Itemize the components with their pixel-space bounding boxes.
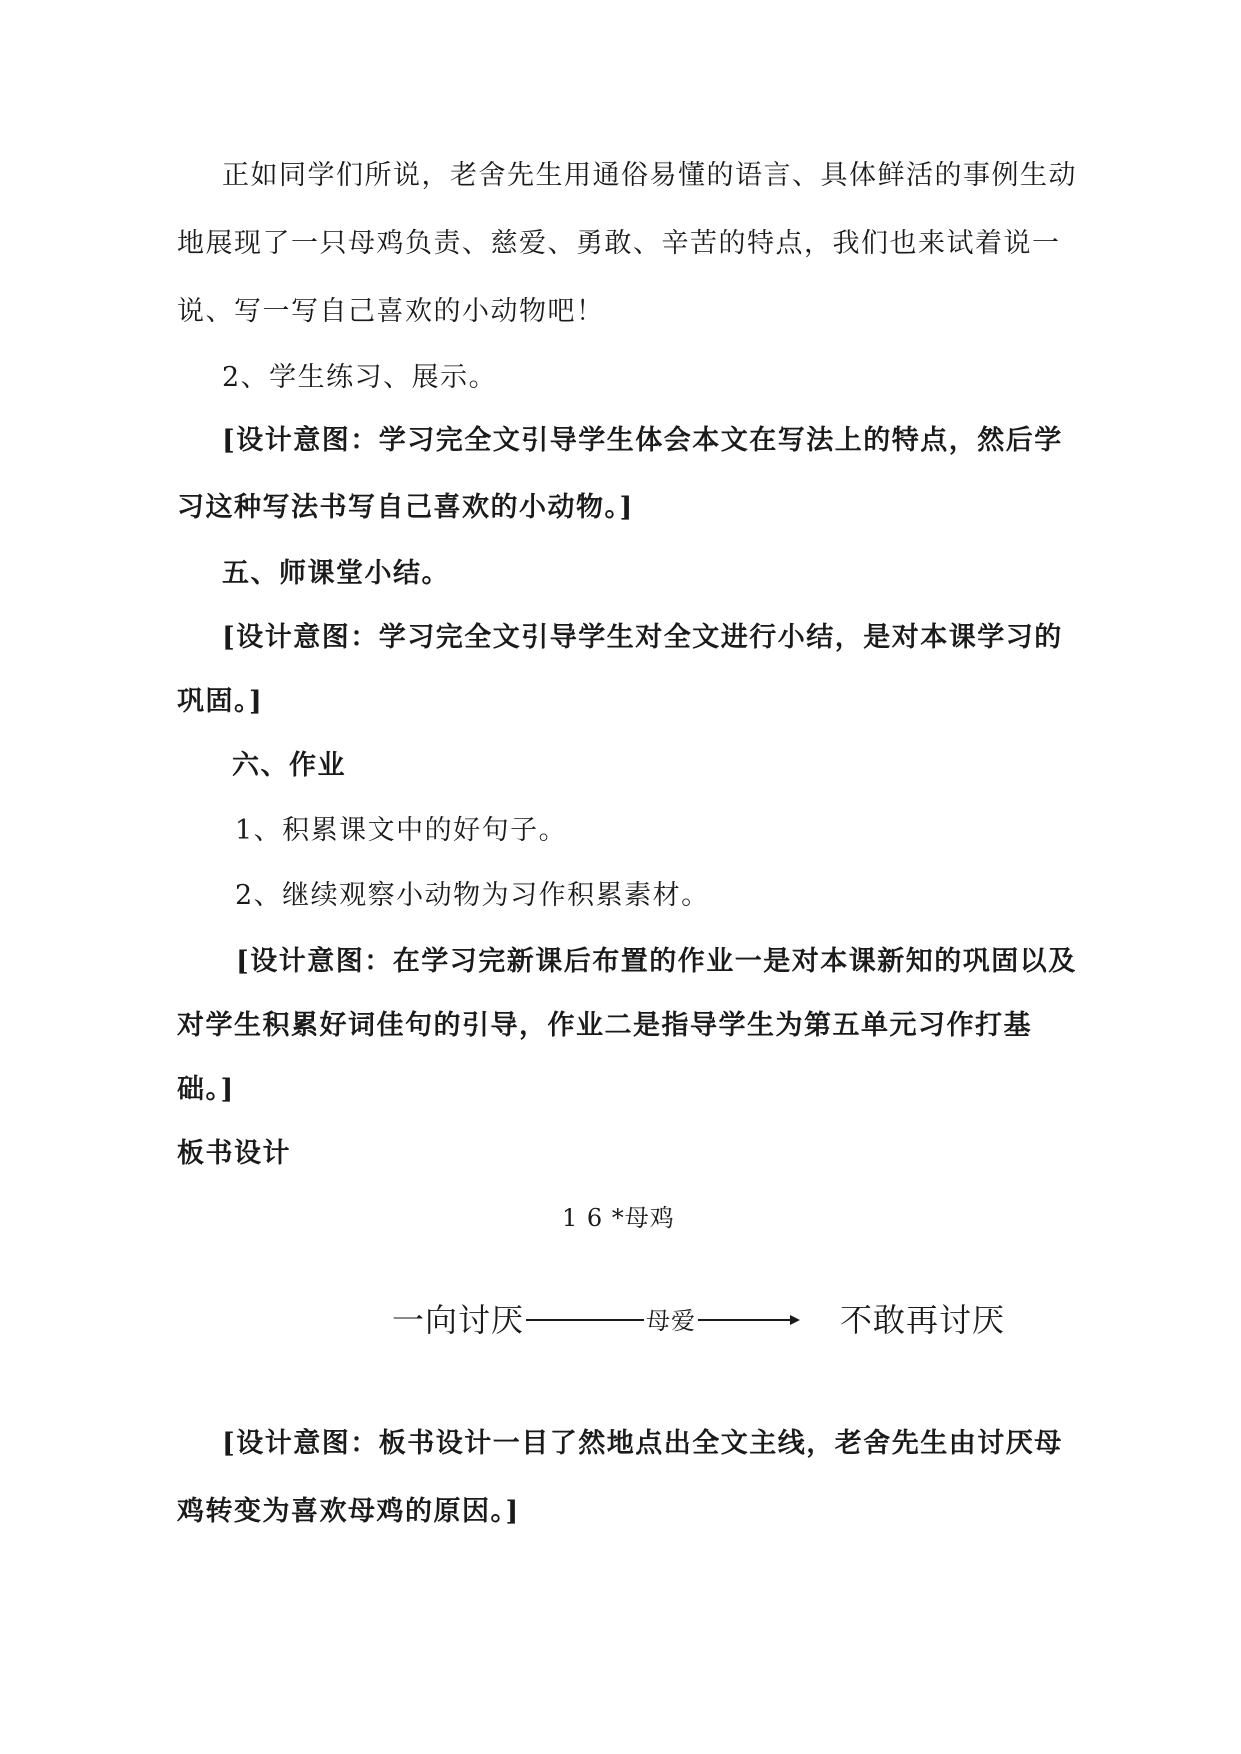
design-intent-line: 础。]	[177, 1074, 235, 1105]
section-heading: 五、师课堂小结。	[222, 558, 450, 589]
homework-item: 2、继续观察小动物为习作积累素材。	[235, 880, 710, 911]
design-intent-line: 对学生积累好词佳句的引导，作业二是指导学生为第五单元习作打基	[177, 1010, 1032, 1041]
design-intent-line: [设计意图：板书设计一目了然地点出全文主线，老舍先生由讨厌母	[222, 1428, 1063, 1459]
homework-item: 1、积累课文中的好句子。	[235, 815, 568, 846]
dash-line-right	[698, 1319, 790, 1321]
design-intent-line: [设计意图：学习完全文引导学生对全文进行小结，是对本课学习的	[222, 622, 1063, 653]
board-diagram	[392, 1296, 1005, 1340]
dash-line-left	[526, 1319, 644, 1321]
design-intent-line: 巩固。]	[177, 686, 264, 717]
board-design-heading: 板书设计	[177, 1138, 291, 1169]
paragraph-line: 说、写一写自己喜欢的小动物吧！	[177, 296, 605, 327]
design-intent-line: [设计意图：学习完全文引导学生体会本文在写法上的特点，然后学	[222, 425, 1063, 456]
board-left-text: 一向讨厌	[392, 1301, 525, 1339]
board-title: 1 6 *母鸡	[562, 1204, 675, 1232]
design-intent-line: 习这种写法书写自己喜欢的小动物。]	[177, 492, 634, 523]
board-right-text: 不敢再讨厌	[840, 1301, 1006, 1339]
design-intent-line: 鸡转变为喜欢母鸡的原因。]	[177, 1496, 520, 1527]
paragraph-line: 地展现了一只母鸡负责、慈爱、勇敢、辛苦的特点，我们也来试着说一	[177, 228, 1061, 259]
paragraph-line: 2、学生练习、展示。	[222, 362, 498, 393]
design-intent-line: [设计意图：在学习完新课后布置的作业一是对本课新知的巩固以及	[236, 946, 1077, 977]
paragraph-line: 正如同学们所说，老舍先生用通俗易懂的语言、具体鲜活的事例生动	[222, 160, 1077, 191]
section-heading: 六、作业	[232, 750, 346, 781]
board-middle-text: 母爱	[646, 1306, 697, 1335]
arrow-right-icon	[790, 1315, 800, 1325]
